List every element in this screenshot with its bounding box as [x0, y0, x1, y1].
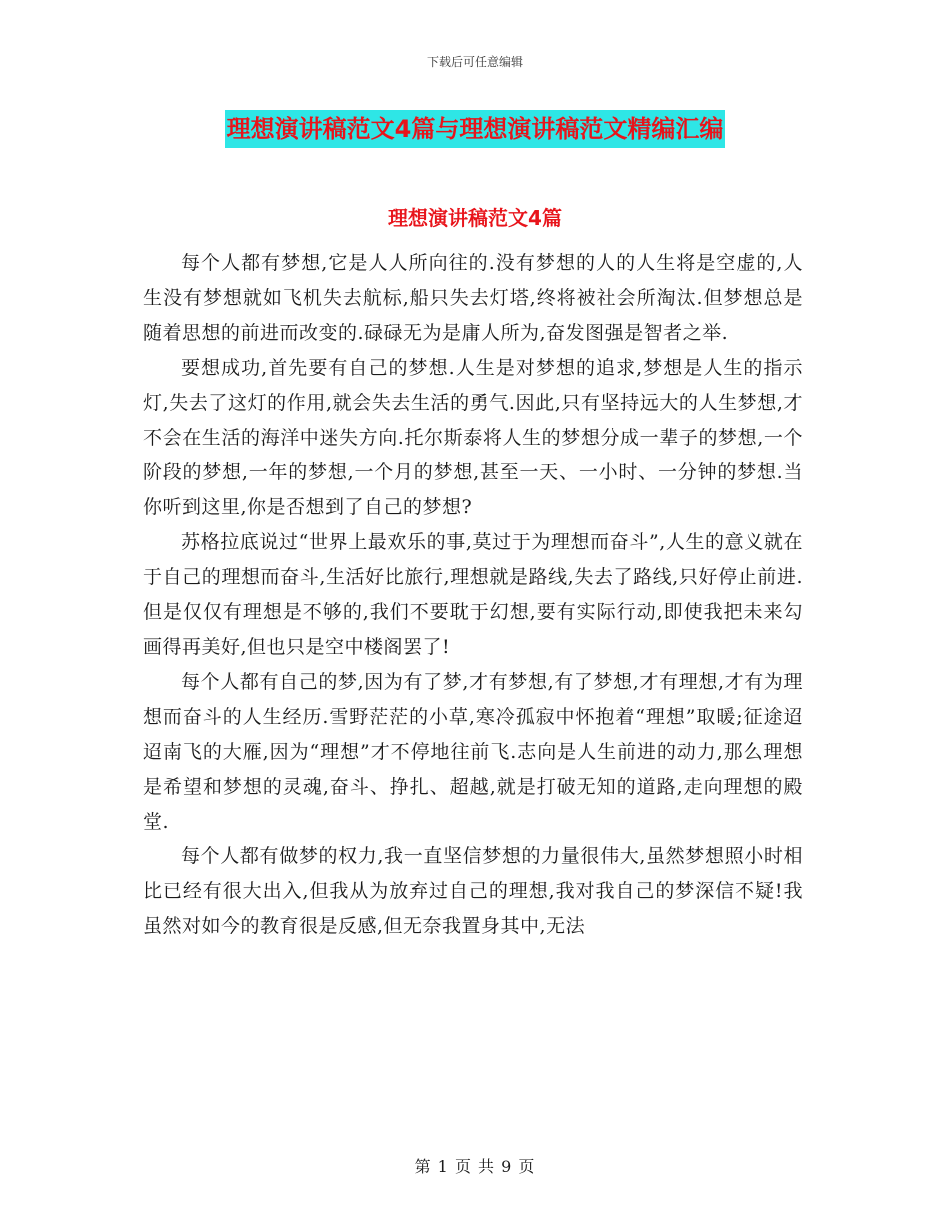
document-title-container — [0, 110, 950, 148]
section-title: 理想演讲稿范文4篇 — [388, 206, 562, 230]
document-body — [143, 246, 803, 944]
paragraph-1: 每个人都有梦想,它是人人所向往的.没有梦想的人的人生将是空虚的,人生没有梦想就如飞机失去航标,船只失去灯塔,终将被社会所淘汰.但梦想总是随着思想的前进而改变的.碌碌无为是庸人所为,奋发图强是智者之举. — [143, 252, 803, 344]
paragraph-2: 要想成功,首先要有自己的梦想.人生是对梦想的追求,梦想是人生的指示灯,失去了这灯的作用,就会失去生活的勇气.因此,只有坚持远大的人生梦想,才不会在生活的海洋中迷失方向.托尔斯泰将人生的梦想分成一辈子的梦想,一个阶段的梦想,一年的梦想,一个月的梦想,甚至一天、一小时、一分钟的梦想.当你听到这里,你是否想到了自己的梦想? — [143, 356, 803, 519]
paragraph-5: 每个人都有做梦的权力,我一直坚信梦想的力量很伟大,虽然梦想照小时相比已经有很大出入,但我从为放弃过自己的理想,我对我自己的梦深信不疑!我虽然对如今的教育很是反感,但无奈我置身其中,无法 — [143, 845, 803, 938]
paragraph-4: 每个人都有自己的梦,因为有了梦,才有梦想,有了梦想,才有理想,才有为理想而奋斗的人生经历.雪野茫茫的小草,寒冷孤寂中怀抱着“理想”取暖;征途迢迢南飞的大雁,因为“理想”才不停地往前飞.志向是人生前进的动力,那么理想是希望和梦想的灵魂,奋斗、挣扎、超越,就是打破无知的道路,走向理想的殿堂. — [143, 670, 803, 833]
header-note: 下载后可任意编辑 — [426, 55, 523, 69]
paragraph-3: 苏格拉底说过“世界上最欢乐的事,莫过于为理想而奋斗”,人生的意义就在于自己的理想而奋斗,生活好比旅行,理想就是路线,失去了路线,只好停止前进.但是仅仅有理想是不够的,我们不要耽于幻想,要有实际行动,即使我把未来勾画得再美好,但也只是空中楼阁罢了! — [143, 531, 803, 658]
document-title: 理想演讲稿范文4篇与理想演讲稿范文精编汇编 — [225, 110, 726, 148]
page-number-footer: 第 1 页 共 9 页 — [414, 1157, 536, 1176]
